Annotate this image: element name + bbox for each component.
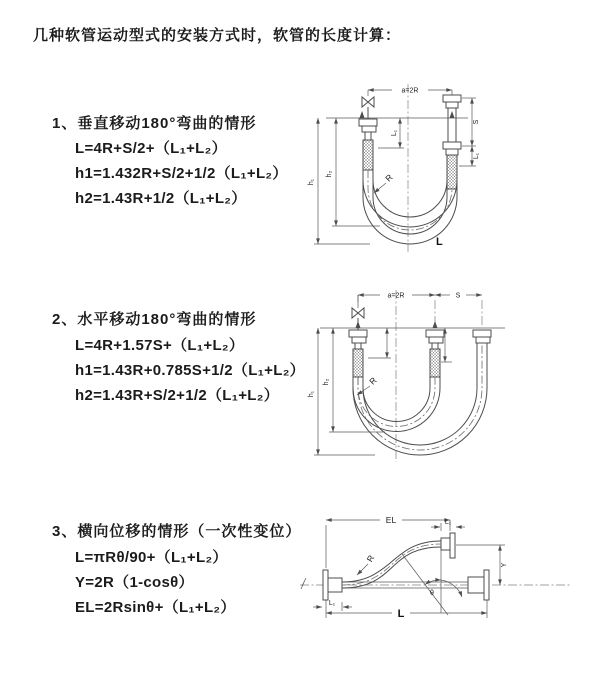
section-1-heading: 1、垂直移动180°弯曲的情形 (52, 115, 257, 132)
hose-u-bends (353, 343, 487, 455)
radius-callout (357, 375, 379, 395)
section-3-formula-l: L=πRθ/90+（L₁+L₂） (75, 549, 228, 566)
section-2-heading: 2、水平移动180°弯曲的情形 (52, 311, 257, 328)
reference-line (320, 321, 505, 328)
left-flange (323, 570, 342, 600)
radius-label: R (383, 172, 395, 184)
dim-label-y: Y (501, 562, 508, 568)
dim-label-s: S (473, 119, 480, 125)
page-title: 几种软管运动型式的安装方式时，软管的长度计算： (33, 27, 402, 44)
length-label: L (397, 608, 405, 620)
dimension-l1-top (431, 519, 465, 531)
upper-flange (441, 533, 455, 558)
s-curve-hose (342, 541, 441, 588)
radius-label: R (364, 553, 377, 564)
dimension-l1-bottom (313, 600, 352, 611)
length-label: L (436, 236, 443, 248)
dim-label-l1-top: L₁ (444, 519, 452, 526)
dim-label-s: S (455, 292, 461, 300)
dimension-a2r (358, 293, 435, 303)
section-2-formula-h2: h2=1.43R+S/2+1/2（L₁+L₂） (75, 387, 280, 404)
hose-u-bends (363, 170, 457, 244)
valve-icon (362, 97, 374, 119)
dim-label-h1: h₁ (308, 178, 315, 186)
dimension-s (435, 293, 482, 300)
dim-label-l1-bottom: L₁ (328, 600, 336, 607)
dim-label-a2r: a=2R (401, 87, 419, 95)
section-1-formula-h2: h2=1.43R+1/2（L₁+L₂） (75, 190, 247, 207)
dimension-l1-right (459, 146, 480, 166)
dim-label-h2: h₂ (323, 378, 330, 386)
dimension-h1 (308, 328, 375, 455)
dimension-l (326, 600, 487, 620)
dim-label-l1-right: L₁ (473, 152, 480, 160)
section-1-formula-l: L=4R+S/2+（L₁+L₂） (75, 140, 227, 157)
dimension-s (462, 98, 480, 146)
middle-pipe-fitting (426, 330, 444, 377)
dim-label-h2: h₂ (326, 170, 333, 178)
dim-label-el: EL (385, 515, 397, 525)
dimension-h2 (326, 118, 380, 226)
section-3-heading: 3、横向位移的情形（一次性变位） (52, 523, 302, 540)
right-pipe-fitting (443, 95, 461, 189)
section-3-formula-el: EL=2Rsinθ+（L₁+L₂） (75, 599, 236, 616)
angle-construction (402, 550, 462, 615)
phantom-right-flange (468, 570, 489, 600)
right-pipe-fitting (473, 330, 491, 343)
left-pipe-fitting (349, 330, 367, 377)
diagram-lateral-displacement (298, 500, 598, 655)
dimension-a2r (368, 88, 452, 97)
section-3-formula-y: Y=2R（1-cosθ） (75, 574, 194, 591)
reference-line (326, 111, 468, 118)
dim-label-theta: θ (430, 590, 434, 597)
radius-callout (374, 172, 395, 193)
dim-label-a2r: a=2R (387, 292, 405, 300)
diagram-horizontal-180-bend (300, 282, 565, 467)
section-2-formula-l: L=4R+1.57S+（L₁+L₂） (75, 337, 245, 354)
radius-label: R (367, 375, 379, 387)
section-2-formula-h1: h1=1.43R+0.785S+1/2（L₁+L₂） (75, 362, 305, 379)
section-1-formula-h1: h1=1.432R+S/2+1/2（L₁+L₂） (75, 165, 288, 182)
left-pipe-fitting (359, 119, 377, 170)
radius-callout (357, 553, 376, 575)
dim-label-h1: h₁ (308, 390, 315, 398)
diagram-vertical-180-bend (300, 76, 565, 256)
dimension-l1-left (378, 118, 404, 148)
dimension-h1 (308, 118, 370, 244)
dim-label-l1-left: L₁ (391, 129, 398, 137)
